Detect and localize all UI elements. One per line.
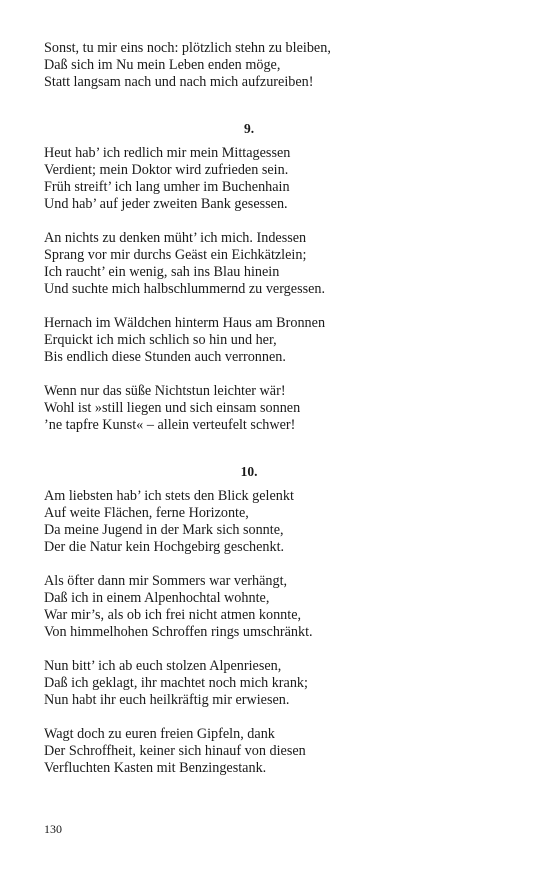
poem-number: 10. [240, 464, 258, 479]
verse-line: Von himmelhohen Schroffen rings umschränkt. [44, 624, 313, 640]
stanza [44, 383, 514, 434]
verse-line: Statt langsam nach und nach mich aufzureiben! [44, 74, 314, 90]
stanza [44, 145, 514, 213]
verse-line: Am liebsten hab’ ich stets den Blick gelenkt [44, 488, 294, 504]
verse-line: Als öfter dann mir Sommers war verhängt, [44, 573, 288, 589]
stanza [44, 488, 514, 556]
stanza [44, 726, 514, 777]
verse-line: Und suchte mich halbschlummernd zu vergessen. [44, 281, 326, 297]
page-body [44, 40, 514, 777]
verse-line: Auf weite Flächen, ferne Horizonte, [44, 505, 249, 521]
verse-line: Sprang vor mir durchs Geäst ein Eichkätzlein; [44, 247, 307, 263]
verse-line: Sonst, tu mir eins noch: plötzlich stehn zu bleiben, [44, 40, 331, 56]
verse-line: War mir’s, als ob ich frei nicht atmen konnte, [44, 607, 302, 623]
verse-line: Heut hab’ ich redlich mir mein Mittagessen [44, 145, 291, 161]
verse-line: Wenn nur das süße Nichtstun leichter wär! [44, 383, 286, 399]
verse-line: Wagt doch zu euren freien Gipfeln, dank [44, 726, 275, 742]
verse-line: Der Schroffheit, keiner sich hinauf von diesen [44, 743, 306, 759]
verse-line: Daß sich im Nu mein Leben enden möge, [44, 57, 281, 73]
verse-line: An nichts zu denken müht’ ich mich. Indessen [44, 230, 307, 246]
verse-line: Da meine Jugend in der Mark sich sonnte, [44, 522, 284, 538]
verse-line: Ich raucht’ ein wenig, sah ins Blau hinein [44, 264, 280, 280]
stanza [44, 658, 514, 709]
verse-line: Und hab’ auf jeder zweiten Bank gesessen. [44, 196, 288, 212]
poem-10 [44, 463, 514, 777]
verse-line: Nun habt ihr euch heilkräftig mir erwiesen. [44, 692, 290, 708]
verse-line: Der die Natur kein Hochgebirg geschenkt. [44, 539, 285, 555]
verse-line: Nun bitt’ ich ab euch stolzen Alpenriesen, [44, 658, 282, 674]
page-number: 130 [44, 822, 62, 836]
stanza [44, 315, 514, 366]
poem-number: 9. [243, 121, 255, 136]
verse-line: Hernach im Wäldchen hinterm Haus am Bronnen [44, 315, 326, 331]
verse-line: Daß ich in einem Alpenhochtal wohnte, [44, 590, 270, 606]
verse-line: ’ne tapfre Kunst« – allein verteufelt schwer! [44, 417, 296, 433]
stanza [44, 230, 514, 298]
verse-line: Wohl ist »still liegen und sich einsam sonnen [44, 400, 301, 416]
verse-line: Erquickt ich mich schlich so hin und her, [44, 332, 277, 348]
fragment-stanza [44, 40, 514, 91]
stanza [44, 573, 514, 641]
poem-9 [44, 120, 514, 434]
verse-line: Verfluchten Kasten mit Benzingestank. [44, 760, 267, 776]
verse-line: Früh streift’ ich lang umher im Buchenhain [44, 179, 290, 195]
verse-line: Daß ich geklagt, ihr machtet noch mich krank; [44, 675, 308, 691]
verse-line: Bis endlich diese Stunden auch verronnen. [44, 349, 286, 365]
verse-line: Verdient; mein Doktor wird zufrieden sein. [44, 162, 289, 178]
